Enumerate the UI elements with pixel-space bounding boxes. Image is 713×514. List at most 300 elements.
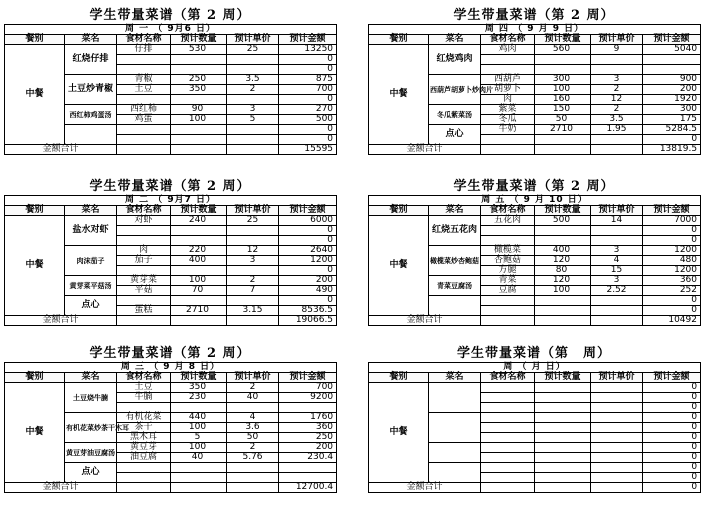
estimated-amount: 175 [643, 115, 701, 125]
column-header: 预计金额 [643, 35, 701, 45]
estimated-unit-price: 1.95 [591, 125, 643, 135]
estimated-amount [279, 473, 337, 483]
estimated-unit-price [227, 473, 279, 483]
total-row [369, 145, 701, 155]
estimated-amount: 200 [279, 443, 337, 453]
column-header: 预计数量 [535, 206, 591, 216]
estimated-unit-price [227, 125, 279, 135]
dish-name: 冬瓜紫菜汤 [429, 105, 481, 125]
estimated-amount: 5040 [643, 45, 701, 55]
estimated-amount: 0 [279, 296, 337, 306]
estimated-unit-price: 15 [591, 266, 643, 276]
column-header: 菜名 [429, 35, 481, 45]
day-row [5, 196, 337, 206]
estimated-quantity: 40 [171, 453, 227, 463]
estimated-unit-price: 3.5 [227, 75, 279, 85]
estimated-unit-price: 3 [591, 276, 643, 286]
empty-cell [117, 145, 171, 155]
day-label: 周 一 （ 9月6 日） [5, 25, 337, 35]
total-row [5, 316, 337, 326]
estimated-unit-price: 4 [227, 413, 279, 423]
ingredient-name [481, 433, 535, 443]
estimated-unit-price [227, 55, 279, 65]
ingredient-name: 青菜 [481, 276, 535, 286]
estimated-amount: 700 [279, 383, 337, 393]
ingredient-row [5, 383, 337, 393]
estimated-unit-price: 25 [227, 45, 279, 55]
estimated-unit-price [591, 453, 643, 463]
ingredient-name [117, 125, 171, 135]
estimated-amount: 360 [643, 276, 701, 286]
ingredient-name [481, 473, 535, 483]
ingredient-name: 茶干 [117, 423, 171, 433]
ingredient-name: 黄豆芽 [117, 443, 171, 453]
total-row [369, 316, 701, 326]
ingredient-name: 肉 [117, 246, 171, 256]
header-row [5, 373, 337, 383]
header-row [369, 206, 701, 216]
ingredient-name: 土豆 [117, 85, 171, 95]
header-row [369, 373, 701, 383]
estimated-quantity: 50 [535, 115, 591, 125]
column-header: 食材名称 [481, 35, 535, 45]
estimated-quantity: 160 [535, 95, 591, 105]
estimated-unit-price: 3 [227, 105, 279, 115]
estimated-unit-price: 2.52 [591, 286, 643, 296]
menu-panel [368, 179, 700, 326]
ingredient-name: 茄子 [117, 256, 171, 266]
column-header: 预计单价 [227, 206, 279, 216]
estimated-quantity: 70 [171, 286, 227, 296]
estimated-quantity: 80 [535, 266, 591, 276]
estimated-unit-price [591, 226, 643, 236]
column-header: 预计数量 [535, 373, 591, 383]
estimated-amount: 1200 [643, 266, 701, 276]
estimated-amount: 0 [643, 403, 701, 413]
estimated-quantity: 2710 [535, 125, 591, 135]
estimated-amount: 8536.5 [279, 306, 337, 316]
day-label: 周 二 （ 9月7 日） [5, 196, 337, 206]
ingredient-row [5, 45, 337, 55]
column-header: 食材名称 [117, 206, 171, 216]
dish-name [429, 443, 481, 463]
estimated-amount: 480 [643, 256, 701, 266]
ingredient-name [117, 296, 171, 306]
ingredient-row [5, 216, 337, 226]
estimated-quantity: 5 [171, 433, 227, 443]
column-header: 预计数量 [171, 35, 227, 45]
total-label: 金额合计 [5, 316, 117, 326]
ingredient-name: 胡萝卜 [481, 85, 535, 95]
total-label: 金额合计 [369, 483, 481, 493]
ingredient-name [481, 463, 535, 473]
empty-cell [481, 145, 535, 155]
dish-name: 红烧五花肉 [429, 216, 481, 246]
ingredient-name: 方腿 [481, 266, 535, 276]
estimated-amount: 490 [279, 286, 337, 296]
day-row [369, 363, 701, 373]
estimated-amount: 2640 [279, 246, 337, 256]
ingredient-name: 黄芽菜 [117, 276, 171, 286]
column-header: 食材名称 [481, 373, 535, 383]
estimated-unit-price: 7 [227, 286, 279, 296]
estimated-amount [279, 403, 337, 413]
menu-table [4, 362, 337, 493]
menu-panel [4, 8, 336, 155]
ingredient-name: 土豆 [117, 383, 171, 393]
dish-name [429, 383, 481, 413]
menu-table [4, 195, 337, 326]
meal-type: 中餐 [369, 45, 429, 145]
dish-name [429, 413, 481, 443]
estimated-amount: 13250 [279, 45, 337, 55]
estimated-amount: 900 [643, 75, 701, 85]
estimated-amount: 500 [279, 115, 337, 125]
total-amount: 10492 [643, 316, 701, 326]
ingredient-name: 冬瓜 [481, 115, 535, 125]
empty-cell [591, 483, 643, 493]
column-header: 预计单价 [227, 373, 279, 383]
dish-name: 点心 [65, 463, 117, 483]
estimated-unit-price [227, 226, 279, 236]
column-header: 预计金额 [279, 35, 337, 45]
panel-title: 学生带量菜谱（第 2 周） [453, 179, 615, 194]
estimated-quantity [171, 403, 227, 413]
estimated-quantity [535, 65, 591, 75]
estimated-amount: 0 [643, 236, 701, 246]
estimated-amount: 0 [279, 95, 337, 105]
column-header: 预计数量 [171, 373, 227, 383]
estimated-amount: 0 [279, 65, 337, 75]
estimated-amount: 0 [643, 226, 701, 236]
estimated-unit-price [227, 296, 279, 306]
estimated-amount: 0 [643, 296, 701, 306]
ingredient-name [481, 135, 535, 145]
estimated-quantity [535, 55, 591, 65]
ingredient-name [481, 443, 535, 453]
meal-type: 中餐 [5, 216, 65, 316]
menu-panel [368, 346, 700, 493]
estimated-amount: 1760 [279, 413, 337, 423]
day-label: 周 （ 月 日） [369, 363, 701, 373]
estimated-quantity: 350 [171, 383, 227, 393]
estimated-unit-price [591, 296, 643, 306]
ingredient-name [117, 403, 171, 413]
estimated-quantity: 400 [535, 246, 591, 256]
ingredient-name: 鸡肉 [481, 45, 535, 55]
estimated-quantity: 90 [171, 105, 227, 115]
estimated-unit-price [591, 55, 643, 65]
estimated-amount: 270 [279, 105, 337, 115]
ingredient-name [117, 135, 171, 145]
total-label: 金额合计 [5, 145, 117, 155]
estimated-unit-price: 2 [227, 276, 279, 286]
total-amount: 15595 [279, 145, 337, 155]
dish-name: 盐水对虾 [65, 216, 117, 246]
ingredient-name: 牛腩 [117, 393, 171, 403]
ingredient-name: 牛奶 [481, 125, 535, 135]
estimated-amount: 0 [279, 125, 337, 135]
column-header: 预计金额 [279, 206, 337, 216]
estimated-amount: 875 [279, 75, 337, 85]
estimated-unit-price [591, 393, 643, 403]
estimated-quantity [535, 226, 591, 236]
estimated-amount: 0 [643, 135, 701, 145]
estimated-amount: 1200 [279, 256, 337, 266]
estimated-quantity: 560 [535, 45, 591, 55]
dish-name: 黄豆芽油豆腐汤 [65, 443, 117, 463]
dish-name: 红烧仔排 [65, 45, 117, 75]
dish-name: 青菜豆腐汤 [429, 276, 481, 296]
empty-cell [227, 316, 279, 326]
estimated-quantity: 250 [171, 75, 227, 85]
estimated-quantity [171, 125, 227, 135]
menu-panel [368, 8, 700, 155]
ingredient-name: 西葫芦 [481, 75, 535, 85]
estimated-amount: 0 [279, 135, 337, 145]
ingredient-row [369, 216, 701, 226]
estimated-amount: 0 [643, 443, 701, 453]
ingredient-name: 鸡蛋 [117, 115, 171, 125]
ingredient-name [117, 473, 171, 483]
dish-name: 西葫芦胡萝卜炒肉片 [429, 75, 481, 105]
ingredient-name [481, 423, 535, 433]
estimated-amount [279, 463, 337, 473]
estimated-quantity: 100 [171, 443, 227, 453]
column-header: 预计金额 [279, 373, 337, 383]
estimated-amount: 5284.5 [643, 125, 701, 135]
menu-table [4, 24, 337, 155]
meal-type: 中餐 [5, 45, 65, 145]
estimated-amount: 9200 [279, 393, 337, 403]
empty-cell [535, 316, 591, 326]
estimated-quantity [535, 463, 591, 473]
day-label: 周 五 （ 9 月 10 日） [369, 196, 701, 206]
estimated-quantity [535, 135, 591, 145]
estimated-unit-price [591, 135, 643, 145]
total-row [369, 483, 701, 493]
estimated-amount: 230.4 [279, 453, 337, 463]
ingredient-name: 平菇 [117, 286, 171, 296]
ingredient-name [117, 55, 171, 65]
total-row [5, 483, 337, 493]
estimated-unit-price: 3.6 [227, 423, 279, 433]
estimated-unit-price: 25 [227, 216, 279, 226]
ingredient-name [117, 226, 171, 236]
estimated-unit-price [591, 236, 643, 246]
empty-cell [535, 145, 591, 155]
total-row [5, 145, 337, 155]
estimated-quantity [171, 55, 227, 65]
estimated-unit-price: 14 [591, 216, 643, 226]
dish-name: 黄芽菜平菇汤 [65, 276, 117, 296]
estimated-amount: 0 [279, 55, 337, 65]
menu-panel [4, 179, 336, 326]
estimated-amount: 0 [643, 423, 701, 433]
estimated-unit-price [591, 306, 643, 316]
panel-title: 学生带量菜谱（第 2 周） [89, 8, 251, 23]
dish-name: 红烧鸡肉 [429, 45, 481, 75]
empty-cell [481, 483, 535, 493]
estimated-amount: 200 [643, 85, 701, 95]
estimated-quantity: 350 [171, 85, 227, 95]
day-label: 周 四 （ 9 月 9 日） [369, 25, 701, 35]
estimated-quantity [171, 463, 227, 473]
estimated-amount [643, 55, 701, 65]
estimated-amount: 0 [643, 463, 701, 473]
estimated-amount: 0 [643, 413, 701, 423]
estimated-unit-price: 50 [227, 433, 279, 443]
dish-name [65, 125, 117, 145]
estimated-quantity: 400 [171, 256, 227, 266]
estimated-unit-price: 5.76 [227, 453, 279, 463]
meal-type: 中餐 [369, 216, 429, 316]
ingredient-name: 豆腐 [481, 286, 535, 296]
empty-cell [117, 483, 171, 493]
estimated-quantity: 100 [535, 286, 591, 296]
estimated-quantity: 240 [171, 216, 227, 226]
ingredient-name [481, 55, 535, 65]
column-header: 食材名称 [117, 35, 171, 45]
estimated-unit-price: 9 [591, 45, 643, 55]
estimated-unit-price [591, 413, 643, 423]
ingredient-name: 黑木耳 [117, 433, 171, 443]
column-header: 预计金额 [643, 206, 701, 216]
estimated-amount: 0 [643, 383, 701, 393]
total-label: 金额合计 [369, 145, 481, 155]
estimated-quantity: 220 [171, 246, 227, 256]
estimated-unit-price: 2 [591, 85, 643, 95]
estimated-unit-price: 40 [227, 393, 279, 403]
dish-name: 土豆炒青椒 [65, 75, 117, 105]
meal-type: 中餐 [5, 383, 65, 483]
estimated-unit-price: 2 [227, 383, 279, 393]
estimated-amount: 0 [279, 236, 337, 246]
estimated-unit-price: 2 [227, 85, 279, 95]
day-row [5, 25, 337, 35]
ingredient-name [117, 65, 171, 75]
ingredient-name: 杏鲍菇 [481, 256, 535, 266]
ingredient-name: 肉 [481, 95, 535, 105]
estimated-unit-price [591, 463, 643, 473]
column-header: 预计单价 [591, 35, 643, 45]
estimated-quantity: 300 [535, 75, 591, 85]
total-label: 金额合计 [5, 483, 117, 493]
empty-cell [591, 316, 643, 326]
estimated-amount: 6000 [279, 216, 337, 226]
estimated-quantity [535, 403, 591, 413]
estimated-quantity [535, 393, 591, 403]
dish-name: 橄榄菜炒杏鲍菇 [429, 246, 481, 276]
estimated-unit-price: 3 [227, 256, 279, 266]
panel-title: 学生带量菜谱（第 2 周） [453, 8, 615, 23]
estimated-unit-price [591, 433, 643, 443]
estimated-quantity [535, 443, 591, 453]
estimated-quantity [535, 453, 591, 463]
ingredient-name: 青椒 [117, 75, 171, 85]
column-header: 食材名称 [481, 206, 535, 216]
ingredient-name: 橄榄菜 [481, 246, 535, 256]
estimated-unit-price: 3.15 [227, 306, 279, 316]
ingredient-name [481, 65, 535, 75]
estimated-amount: 0 [643, 393, 701, 403]
empty-cell [227, 145, 279, 155]
ingredient-row [369, 383, 701, 393]
ingredient-name: 紫菜 [481, 105, 535, 115]
ingredient-name [117, 266, 171, 276]
day-row [369, 196, 701, 206]
dish-name: 有机花菜炒茶干木耳 [65, 413, 117, 443]
estimated-quantity: 100 [171, 423, 227, 433]
total-amount: 19066.5 [279, 316, 337, 326]
column-header: 餐别 [5, 206, 65, 216]
estimated-amount: 200 [279, 276, 337, 286]
estimated-amount: 300 [643, 105, 701, 115]
dish-name: 肉沫茄子 [65, 246, 117, 276]
estimated-quantity [171, 473, 227, 483]
empty-cell [171, 483, 227, 493]
estimated-quantity [171, 65, 227, 75]
header-row [369, 35, 701, 45]
panel-title: 学生带量菜谱（第 2 周） [89, 179, 251, 194]
ingredient-name [117, 95, 171, 105]
estimated-quantity [535, 423, 591, 433]
estimated-amount: 0 [643, 453, 701, 463]
estimated-quantity: 500 [535, 216, 591, 226]
estimated-amount: 250 [279, 433, 337, 443]
column-header: 餐别 [5, 35, 65, 45]
estimated-quantity [535, 306, 591, 316]
estimated-amount: 252 [643, 286, 701, 296]
day-row [5, 363, 337, 373]
ingredient-row [369, 45, 701, 55]
column-header: 餐别 [369, 373, 429, 383]
estimated-quantity: 440 [171, 413, 227, 423]
column-header: 菜名 [65, 373, 117, 383]
ingredient-name [117, 236, 171, 246]
ingredient-name [481, 306, 535, 316]
estimated-amount: 700 [279, 85, 337, 95]
ingredient-name: 蛋糕 [117, 306, 171, 316]
dish-name: 点心 [429, 125, 481, 145]
ingredient-name: 五花肉 [481, 216, 535, 226]
menu-table [368, 195, 701, 326]
estimated-quantity [535, 413, 591, 423]
estimated-unit-price [227, 135, 279, 145]
estimated-quantity: 100 [171, 115, 227, 125]
estimated-unit-price: 3 [591, 75, 643, 85]
estimated-amount: 1920 [643, 95, 701, 105]
estimated-unit-price: 2 [591, 105, 643, 115]
empty-cell [481, 316, 535, 326]
estimated-unit-price: 12 [227, 246, 279, 256]
estimated-unit-price [591, 383, 643, 393]
estimated-unit-price [227, 403, 279, 413]
estimated-unit-price [591, 473, 643, 483]
estimated-quantity: 2710 [171, 306, 227, 316]
ingredient-name: 油豆腐 [117, 453, 171, 463]
estimated-amount: 0 [643, 306, 701, 316]
ingredient-name [481, 383, 535, 393]
estimated-unit-price [591, 423, 643, 433]
estimated-quantity: 150 [535, 105, 591, 115]
empty-cell [117, 316, 171, 326]
empty-cell [227, 483, 279, 493]
estimated-quantity [171, 135, 227, 145]
estimated-quantity [535, 473, 591, 483]
meal-type: 中餐 [369, 383, 429, 483]
ingredient-name [481, 236, 535, 246]
